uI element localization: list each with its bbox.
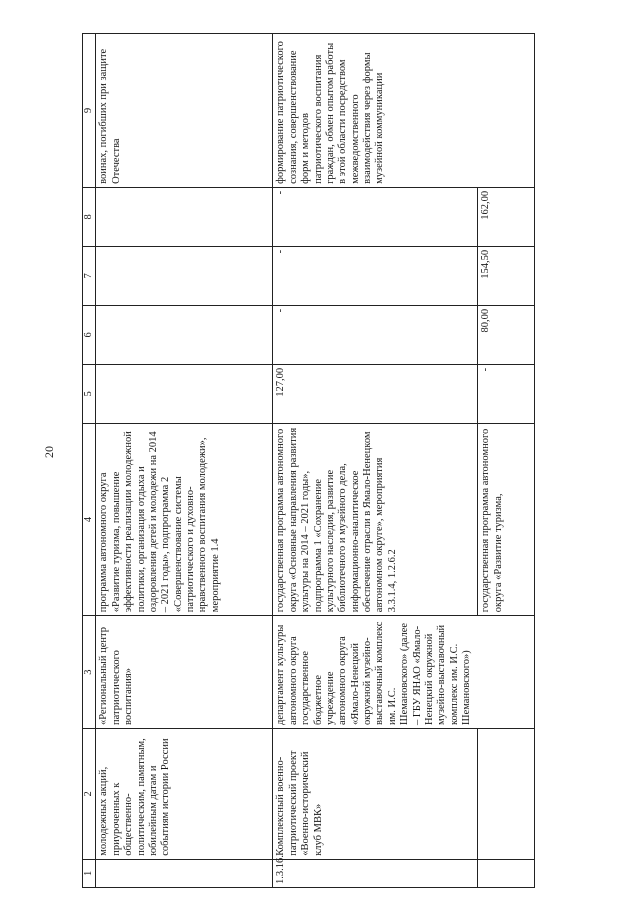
value-cell: - bbox=[273, 187, 478, 246]
funding-source-cell: программа автономного округа «Развитие туризма, повышение эффективности реализации молодежной политики, организация отдыха и оздоровления детей и молодежи на 2014 – 2021 годы», подпрограмма 2 «Совершенствование системы патриотического и духовно-нравственного воспитания молодежи», мероприятие 1.4 bbox=[96, 423, 273, 615]
column-header: 8 bbox=[83, 187, 96, 246]
rotated-page-content bbox=[82, 33, 562, 888]
funding-source-cell: государственная программа автономного округа «Основные направления развития культуры на 2014 – 2021 годы», подпрограмма 1 «Сохранение культурного наследия, развитие библиотечного и музейного дела, информационно-аналитическое обеспечение отрасли в Ямало-Ненецком автономном округе», мероприятия 3.3.1.4, 1.2.6.2 bbox=[273, 423, 478, 615]
column-header: 5 bbox=[83, 364, 96, 423]
value-cell bbox=[96, 246, 273, 305]
table-row bbox=[96, 34, 273, 888]
result-cell: воинах, погибших при защите Отечества bbox=[96, 34, 273, 188]
executor-cell: департамент культуры автономного округа государственное бюджетное учреждение автономного округа «Ямало-Ненецкий окружной музейно-выставочный комплекс им. И.С. Шемановского» (далее – ГБУ ЯНАО «Ямало-Ненецкий окружной музейно-выставочный комплекс им. И.С. Шемановского») bbox=[273, 616, 535, 729]
executor-cell: «Региональный центр патриотического воспитания» bbox=[96, 616, 273, 729]
table-row bbox=[273, 34, 478, 888]
column-header: 2 bbox=[83, 729, 96, 860]
result-cell: формирование патриотического сознания, совершенствование форм и методов патриотического воспитания граждан, обмен опытом работы в этой области посредством межведомственного взаимодействия через формы музейной коммуникации bbox=[273, 34, 535, 188]
column-header: 6 bbox=[83, 305, 96, 364]
measure-name-cell: Комплексный военно-патриотический проект «Военно-исторический клуб МВК» bbox=[273, 729, 478, 860]
measure-name-cell: молодежных акций, приуроченных к общественно-политическим, памятным, юбилейным датам и событиям истории России bbox=[96, 729, 273, 860]
page-number: 20 bbox=[42, 446, 56, 458]
column-header: 9 bbox=[83, 34, 96, 188]
column-header: 3 bbox=[83, 616, 96, 729]
value-cell: - bbox=[478, 364, 535, 423]
value-cell: 127,00 bbox=[273, 364, 478, 423]
value-cell bbox=[96, 305, 273, 364]
value-cell bbox=[96, 187, 273, 246]
value-cell: - bbox=[273, 305, 478, 364]
column-header: 7 bbox=[83, 246, 96, 305]
value-cell: 154,50 bbox=[478, 246, 535, 305]
column-header: 4 bbox=[83, 423, 96, 615]
row-number-cell bbox=[478, 859, 535, 887]
row-number-cell bbox=[96, 859, 273, 887]
column-number-row bbox=[83, 34, 96, 888]
column-header: 1 bbox=[83, 859, 96, 887]
funding-source-cell: государственная программа автономного округа «Развитие туризма, bbox=[478, 423, 535, 615]
value-cell bbox=[96, 364, 273, 423]
measure-name-cell bbox=[478, 729, 535, 860]
measures-table bbox=[82, 33, 535, 888]
value-cell: 162,00 bbox=[478, 187, 535, 246]
value-cell: 80,00 bbox=[478, 305, 535, 364]
value-cell: - bbox=[273, 246, 478, 305]
row-number-cell: 1.3.16. bbox=[273, 859, 478, 887]
